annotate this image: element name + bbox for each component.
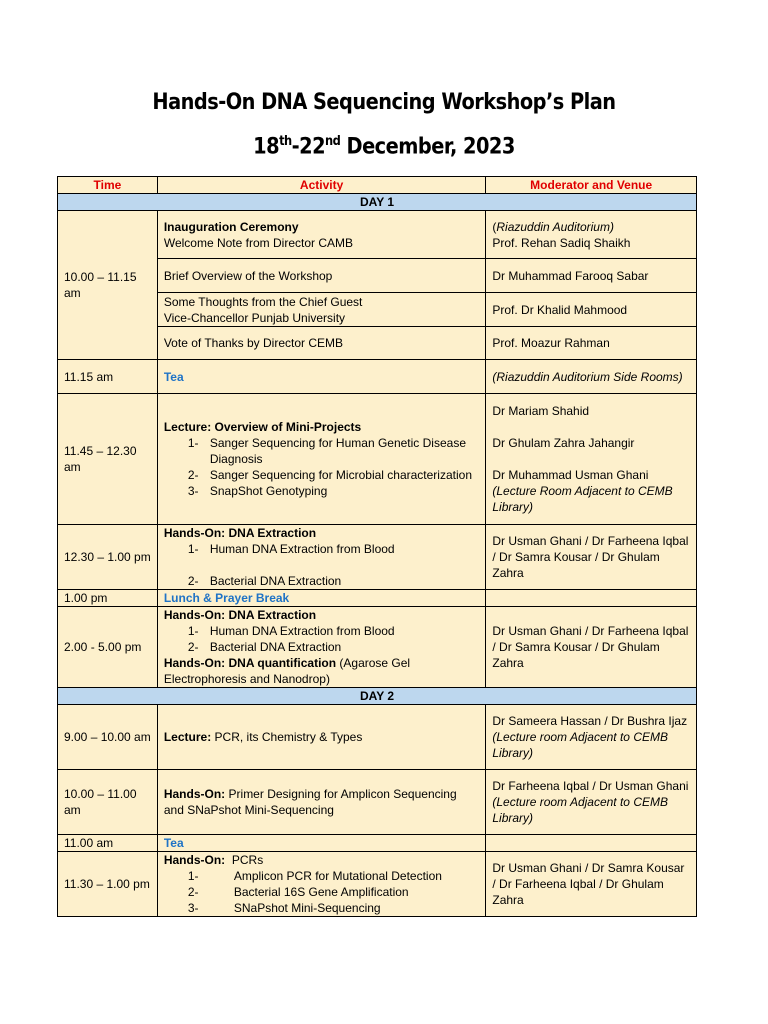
- time-cell: 11.30 – 1.00 pm: [58, 852, 158, 917]
- list-text: Bacterial 16S Gene Amplification: [233, 885, 409, 899]
- moderator-name: Dr Ghulam Zahra Jahangir: [492, 436, 635, 450]
- moderator-cell: [486, 770, 697, 835]
- moderator-cell: Prof. Dr Khalid Mahmood: [486, 293, 697, 327]
- venue-text: (Lecture room Adjacent to CEMB Library): [492, 795, 668, 825]
- venue-paren: (: [492, 219, 497, 234]
- time-cell: 11.00 am: [58, 835, 158, 852]
- moderator-cell: [486, 394, 697, 525]
- moderator-cell: [486, 705, 697, 770]
- activity-list: [164, 541, 480, 589]
- list-number: 2-: [187, 640, 199, 654]
- table-row: [58, 770, 697, 835]
- list-item: [164, 467, 480, 483]
- activity-cell: [157, 293, 486, 327]
- list-text: SnapShot Genotyping: [209, 484, 328, 498]
- moderator-name: Dr Farheena Iqbal / Dr Usman Ghani: [492, 779, 689, 793]
- list-text: Sanger Sequencing for Human Genetic Disease Diagnosis: [209, 436, 466, 466]
- activity-text: Some Thoughts from the Chief Guest: [163, 294, 363, 309]
- activity-heading: Hands-On: DNA Extraction: [163, 526, 317, 540]
- moderator-name: Dr Muhammad Usman Ghani: [492, 468, 649, 482]
- moderator-cell: Dr Usman Ghani / Dr Farheena Iqbal / Dr Samra Kousar / Dr Ghulam Zahra: [486, 525, 697, 590]
- date-range-title: [46, 134, 722, 159]
- moderator-name: Dr Sameera Hassan / Dr Bushra Ijaz: [492, 714, 688, 728]
- time-cell: 12.30 – 1.00 pm: [58, 525, 158, 590]
- table-row: [58, 211, 697, 259]
- activity-list: [164, 623, 480, 655]
- time-cell: 2.00 - 5.00 pm: [58, 607, 158, 688]
- moderator-cell: Dr Muhammad Farooq Sabar: [486, 259, 697, 293]
- activity-heading: Hands-On: DNA quantification: [163, 656, 337, 670]
- table-row: [58, 607, 697, 688]
- date-start-suffix: th: [279, 134, 292, 149]
- activity-heading: Inauguration Ceremony: [163, 219, 299, 234]
- list-number: 1-: [187, 542, 199, 556]
- list-item: [164, 868, 480, 884]
- venue-cell: (Riazuddin Auditorium Side Rooms): [486, 360, 697, 394]
- activity-cell: [157, 607, 486, 688]
- activity-heading: Lecture: Overview of Mini-Projects: [163, 420, 362, 434]
- activity-cell: Lunch & Prayer Break: [157, 590, 486, 607]
- date-end-suffix: nd: [325, 134, 341, 149]
- day-1-row: [58, 194, 697, 211]
- time-cell: 1.00 pm: [58, 590, 158, 607]
- list-number: 3-: [187, 484, 199, 498]
- activity-list: [164, 868, 480, 916]
- activity-list: [164, 435, 480, 499]
- activity-text: Primer Designing for Amplicon Sequencing and SNaPshot Mini-Sequencing: [163, 787, 457, 817]
- moderator-cell: [486, 590, 697, 607]
- list-number: 1-: [187, 869, 199, 883]
- list-number: 1-: [187, 624, 199, 638]
- moderator-name: Prof. Rehan Sadiq Shaikh: [492, 235, 631, 250]
- time-cell: 11.15 am: [58, 360, 158, 394]
- list-item: [164, 639, 480, 655]
- venue-text: (Lecture room Adjacent to CEMB Library): [492, 730, 668, 760]
- moderator-cell: Prof. Moazur Rahman: [486, 327, 697, 360]
- day-1-label: DAY 1: [58, 194, 697, 211]
- moderator-cell: [486, 211, 697, 259]
- list-text: SNaPshot Mini-Sequencing: [233, 901, 381, 915]
- activity-text: PCR, its Chemistry & Types: [211, 730, 363, 744]
- list-text: Amplicon PCR for Mutational Detection: [233, 869, 442, 883]
- page-title: Hands-On DNA Sequencing Workshop’s Plan: [152, 90, 616, 115]
- list-text: Human DNA Extraction from Blood: [209, 624, 395, 638]
- list-item: [164, 573, 480, 589]
- date-start: 18: [253, 134, 280, 160]
- workshop-schedule-table: [57, 176, 697, 917]
- time-cell: 10.00 – 11.15 am: [58, 211, 158, 360]
- activity-cell: [157, 705, 486, 770]
- table-row: [58, 525, 697, 590]
- day-2-row: [58, 688, 697, 705]
- activity-cell: Tea: [157, 360, 486, 394]
- activity-cell: [157, 770, 486, 835]
- activity-cell: Brief Overview of the Workshop: [157, 259, 486, 293]
- date-end: -22: [291, 134, 326, 160]
- activity-cell: [157, 394, 486, 525]
- header-time: Time: [58, 177, 158, 194]
- activity-cell: [157, 852, 486, 917]
- activity-heading: Hands-On:: [163, 853, 226, 867]
- table-row: [58, 705, 697, 770]
- activity-text: Vice-Chancellor Punjab University: [163, 310, 346, 325]
- table-row: [58, 590, 697, 607]
- list-text: Human DNA Extraction from Blood: [209, 542, 395, 556]
- moderator-cell: Dr Usman Ghani / Dr Farheena Iqbal / Dr Samra Kousar / Dr Ghulam Zahra: [486, 607, 697, 688]
- table-row: [58, 360, 697, 394]
- table-row: [58, 835, 697, 852]
- table-row: [58, 852, 697, 917]
- list-text: Bacterial DNA Extraction: [209, 574, 342, 588]
- list-number: 2-: [187, 885, 199, 899]
- time-cell: 10.00 – 11.00 am: [58, 770, 158, 835]
- list-text: Bacterial DNA Extraction: [209, 640, 342, 654]
- list-item: [164, 483, 480, 499]
- header-row: [58, 177, 697, 194]
- activity-text: PCRs: [225, 853, 264, 867]
- list-item: [164, 623, 480, 639]
- header-moderator: Moderator and Venue: [486, 177, 697, 194]
- activity-heading: Hands-On:: [163, 787, 226, 801]
- activity-cell: Vote of Thanks by Director CEMB: [157, 327, 486, 360]
- day-2-label: DAY 2: [58, 688, 697, 705]
- list-item: [164, 900, 480, 916]
- list-number: 1-: [187, 436, 199, 450]
- venue-text: (Lecture Room Adjacent to CEMB Library): [492, 484, 673, 514]
- list-text: Sanger Sequencing for Microbial characterization: [209, 468, 472, 482]
- activity-cell: [157, 211, 486, 259]
- list-item: [164, 884, 480, 900]
- activity-text: (Agarose Gel Electrophoresis and Nanodrop): [163, 656, 411, 686]
- header-activity: Activity: [157, 177, 486, 194]
- time-cell: 9.00 – 10.00 am: [58, 705, 158, 770]
- moderator-name: Dr Mariam Shahid: [492, 404, 590, 418]
- time-cell: 11.45 – 12.30 am: [58, 394, 158, 525]
- list-number: 2-: [187, 574, 199, 588]
- activity-heading: Hands-On: DNA Extraction: [163, 608, 317, 622]
- activity-cell: [157, 525, 486, 590]
- list-item: [164, 541, 480, 557]
- list-number: 3-: [187, 901, 199, 915]
- activity-cell: Tea: [157, 835, 486, 852]
- list-item: [164, 435, 480, 467]
- table-row: [58, 394, 697, 525]
- date-month-year: December, 2023: [340, 134, 515, 160]
- moderator-cell: [486, 835, 697, 852]
- activity-text: Welcome Note from Director CAMB: [163, 235, 353, 250]
- moderator-cell: Dr Usman Ghani / Dr Samra Kousar / Dr Farheena Iqbal / Dr Ghulam Zahra: [486, 852, 697, 917]
- venue-text: Riazuddin Auditorium): [496, 219, 614, 234]
- list-number: 2-: [187, 468, 199, 482]
- activity-heading: Lecture:: [163, 730, 212, 744]
